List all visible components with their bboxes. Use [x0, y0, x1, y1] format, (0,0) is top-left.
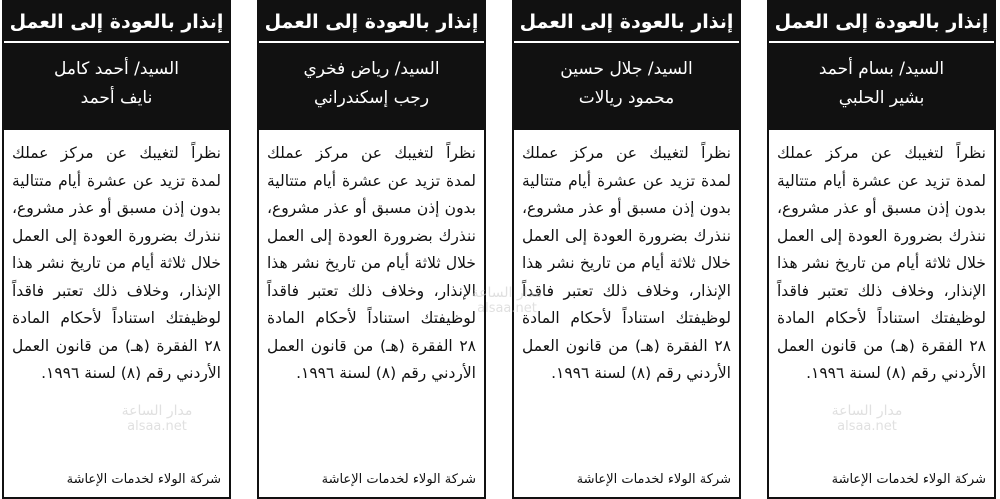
notice-body: نظراً لتغيبك عن مركز عملك لمدة تزيد عن عشرة أيام متتالية بدون إذن مسبق أو عذر مشروع، ننذرك بضرورة العودة إلى العمل خلال ثلاثة أيام من تاريخ نشر هذا الإنذار، وخلاف ذلك تعتبر فاقداً لوظيفتك استناداً لأحكام المادة ٢٨ الفقرة (هـ) من قانون العمل الأردني رقم (٨) لسنة ١٩٩٦.: [777, 144, 986, 382]
watermark-latin: alsaa.net: [837, 419, 897, 434]
recipient-name-line2: محمود ريالات: [578, 88, 675, 108]
notice-header: [259, 2, 484, 130]
recipient-name-line2: نايف أحمد: [80, 88, 153, 108]
header-divider: [4, 41, 229, 43]
company-signature: شركة الولاء لخدمات الإعاشة: [831, 472, 986, 487]
watermark-arabic: مدار الساعة: [471, 285, 543, 301]
header-divider: [769, 41, 994, 43]
notice-header: [514, 2, 739, 130]
notice-title: إنذار بالعودة إلى العمل: [519, 11, 734, 33]
notice-card: [2, 0, 231, 499]
notice-card: [767, 0, 996, 499]
notice-card: [512, 0, 741, 499]
notice-title: إنذار بالعودة إلى العمل: [774, 11, 989, 33]
recipient-name: [813, 55, 950, 113]
notice-body: نظراً لتغيبك عن مركز عملك لمدة تزيد عن عشرة أيام متتالية بدون إذن مسبق أو عذر مشروع، ننذرك بضرورة العودة إلى العمل خلال ثلاثة أيام من تاريخ نشر هذا الإنذار، وخلاف ذلك تعتبر فاقداً لوظيفتك استناداً لأحكام المادة ٢٨ الفقرة (هـ) من قانون العمل الأردني رقم (٨) لسنة ١٩٩٦.: [267, 144, 476, 382]
watermark-arabic: مدار الساعة: [831, 403, 903, 419]
recipient-name: [554, 55, 698, 113]
notice-body: نظراً لتغيبك عن مركز عملك لمدة تزيد عن عشرة أيام متتالية بدون إذن مسبق أو عذر مشروع، ننذرك بضرورة العودة إلى العمل خلال ثلاثة أيام من تاريخ نشر هذا الإنذار، وخلاف ذلك تعتبر فاقداً لوظيفتك استناداً لأحكام المادة ٢٨ الفقرة (هـ) من قانون العمل الأردني رقم (٨) لسنة ١٩٩٦.: [522, 144, 731, 382]
notice-header: [4, 2, 229, 130]
header-divider: [514, 41, 739, 43]
notice-body: نظراً لتغيبك عن مركز عملك لمدة تزيد عن عشرة أيام متتالية بدون إذن مسبق أو عذر مشروع، ننذرك بضرورة العودة إلى العمل خلال ثلاثة أيام من تاريخ نشر هذا الإنذار، وخلاف ذلك تعتبر فاقداً لوظيفتك استناداً لأحكام المادة ٢٨ الفقرة (هـ) من قانون العمل الأردني رقم (٨) لسنة ١٩٩٦.: [12, 144, 221, 382]
recipient-name-line2: رجب إسكندراني: [313, 88, 430, 108]
notice-header: [769, 2, 994, 130]
notice-title: إنذار بالعودة إلى العمل: [9, 11, 224, 33]
watermark-latin: alsaa.net: [477, 301, 537, 316]
company-signature: شركة الولاء لخدمات الإعاشة: [576, 472, 731, 487]
notice-title: إنذار بالعودة إلى العمل: [264, 11, 479, 33]
notice-card: [257, 0, 486, 499]
recipient-name-line1: السيد/ رياض فخري: [303, 59, 440, 79]
recipient-name-line1: السيد/ جلال حسين: [560, 59, 693, 79]
recipient-name: [48, 55, 185, 113]
recipient-name-line1: السيد/ بسام أحمد: [818, 59, 945, 79]
watermark-latin: alsaa.net: [127, 419, 187, 434]
recipient-name-line1: السيد/ أحمد كامل: [54, 59, 179, 79]
recipient-name: [297, 55, 445, 113]
company-signature: شركة الولاء لخدمات الإعاشة: [66, 472, 221, 487]
watermark-arabic: مدار الساعة: [121, 403, 193, 419]
recipient-name-line2: بشير الحلبي: [838, 88, 925, 108]
company-signature: شركة الولاء لخدمات الإعاشة: [321, 472, 476, 487]
header-divider: [259, 41, 484, 43]
